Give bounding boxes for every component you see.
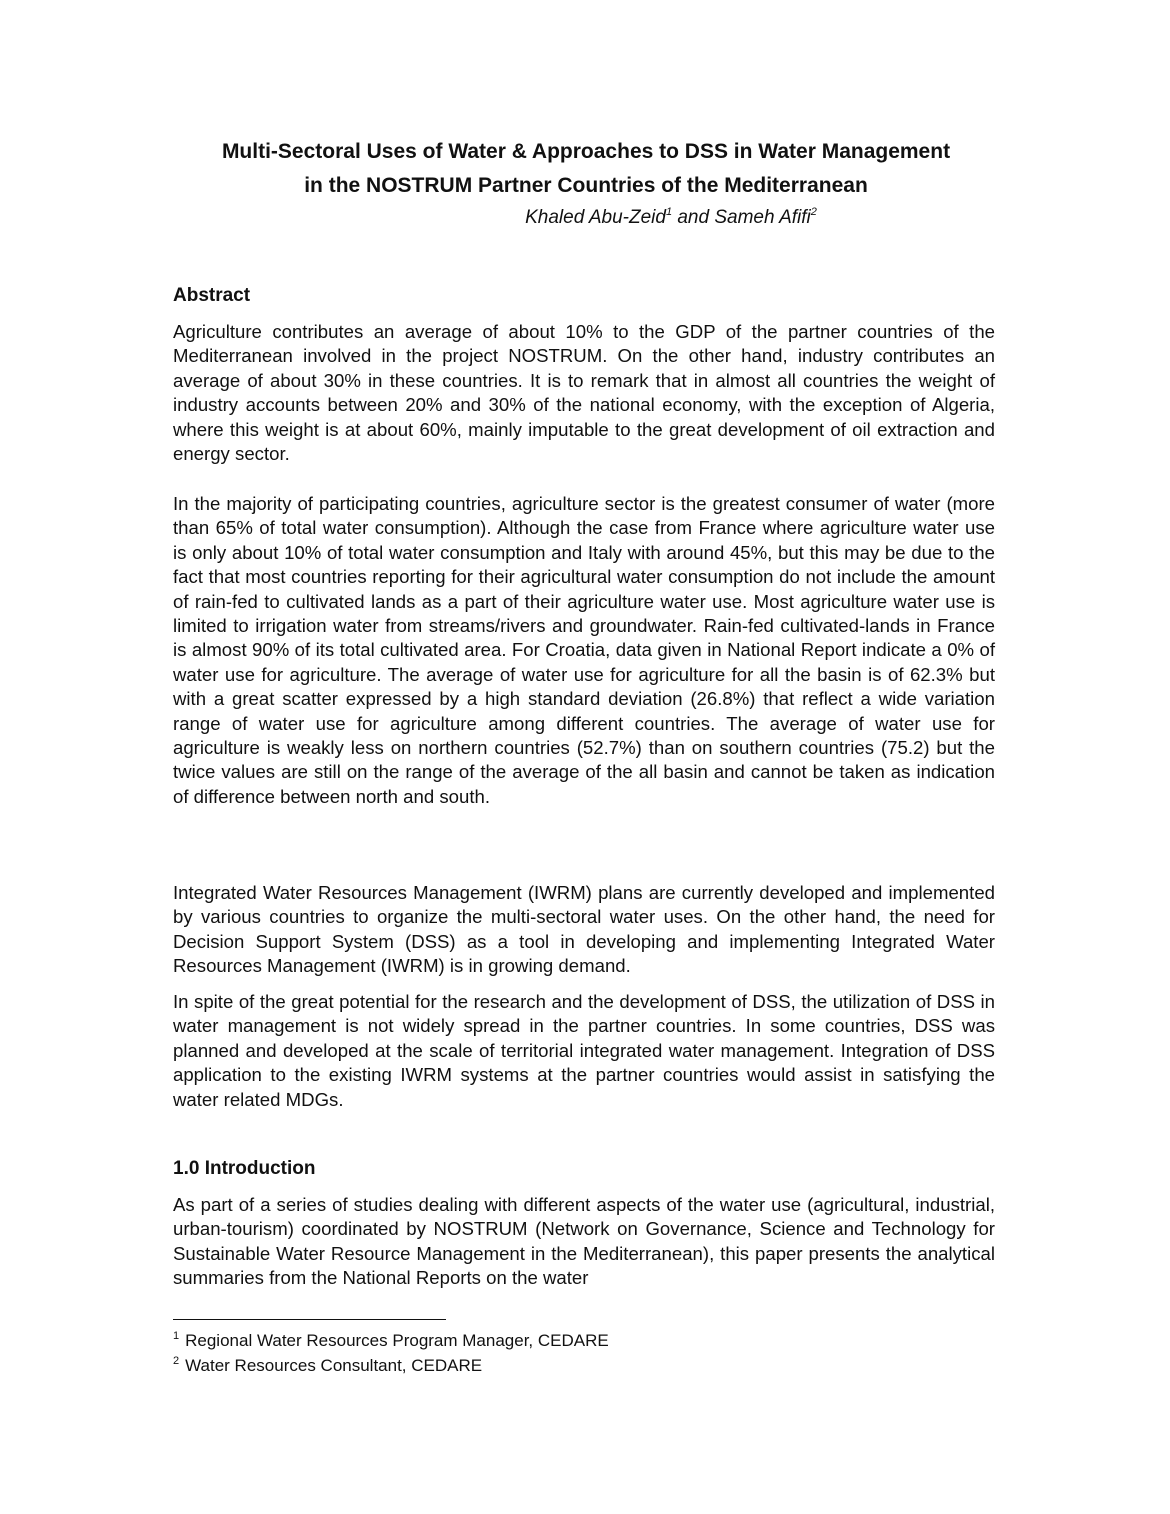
title-block — [160, 135, 1012, 233]
footnote-1 — [173, 1330, 609, 1352]
footnote-2-mark: 2 — [173, 1355, 180, 1367]
footnote-2-text: Water Resources Consultant, CEDARE — [185, 1356, 483, 1375]
abstract-heading: Abstract — [173, 285, 251, 306]
footnote-1-text: Regional Water Resources Program Manager, CEDARE — [185, 1331, 609, 1350]
author-2: Sameh Afifi — [714, 207, 811, 228]
author-1-footnote-mark: 1 — [665, 206, 673, 218]
footnote-2 — [173, 1355, 482, 1377]
author-2-footnote-mark: 2 — [810, 206, 817, 218]
footnote-separator — [173, 1319, 446, 1320]
abstract-paragraph-4: In spite of the great potential for the research and the development of DSS, the utilization of DSS in water management is not widely spread in the partner countries. In some countries, DSS was planned and developed at the scale of territorial integrated water management. Integration of DSS application to the existing IWRM systems at the partner countries would assist in satisfying the water related MDGs. — [173, 991, 995, 1110]
abstract-paragraph-2: In the majority of participating countries, agriculture sector is the greatest consumer of water (more than 65% of total water consumption). Although the case from France where agriculture water use is only about 10% of total water consumption and Italy with around 45%, but this may be due to the fact that most countries reporting for their agricultural water consumption do not include the amount of rain-fed to cultivated lands as a part of their agriculture water use. Most agriculture water use is limited to irrigation water from streams/rivers and groundwater. Rain-fed cultivated-lands in France is almost 90% of its total cultivated area. For Croatia, data given in National Report indicate a 0% of water use for agriculture. The average of water use for agriculture for all the basin is of 62.3% but with a great scatter expressed by a high standard deviation (26.8%) that reflect a wide variation range of water use for agriculture among different countries. The average of water use for agriculture is weakly less on northern countries (52.7%) than on southern countries (75.2) but the twice values are still on the range of the average of the all basin and cannot be taken as indication of difference between north and south. — [173, 493, 995, 807]
author-separator: and — [672, 207, 715, 228]
introduction-paragraph-1: As part of a series of studies dealing with different aspects of the water use (agricultural, industrial, urban-tourism) coordinated by NOSTRUM (Network on Governance, Science and Technology for Sustainable Water Resource Management in the Mediterranean), this paper presents the analytical summaries from the National Reports on the water — [173, 1194, 995, 1289]
footnote-1-mark: 1 — [173, 1330, 180, 1342]
abstract-paragraph-1: Agriculture contributes an average of about 10% to the GDP of the partner countries of the Mediterranean involved in the project NOSTRUM. On the other hand, industry contributes an average of about 30% in these countries. It is to remark that in almost all countries the weight of industry accounts between 20% and 30% of the national economy, with the exception of Algeria, where this weight is at about 60%, mainly imputable to the great development of oil extraction and energy sector. — [173, 321, 995, 465]
author-1: Khaled Abu-Zeid — [525, 207, 666, 228]
paper-title-line-2: in the NOSTRUM Partner Countries of the Mediterranean — [304, 174, 868, 197]
abstract-paragraph-3: Integrated Water Resources Management (IWRM) plans are currently developed and implemented by various countries to organize the multi-sectoral water uses. On the other hand, the need for Decision Support System (DSS) as a tool in developing and implementing Integrated Water Resources Management (IWRM) is in growing demand. — [173, 882, 995, 977]
paper-title-line-1: Multi-Sectoral Uses of Water & Approaches to DSS in Water Management — [221, 140, 951, 163]
introduction-heading: 1.0 Introduction — [173, 1158, 316, 1179]
author-line — [160, 203, 1012, 233]
